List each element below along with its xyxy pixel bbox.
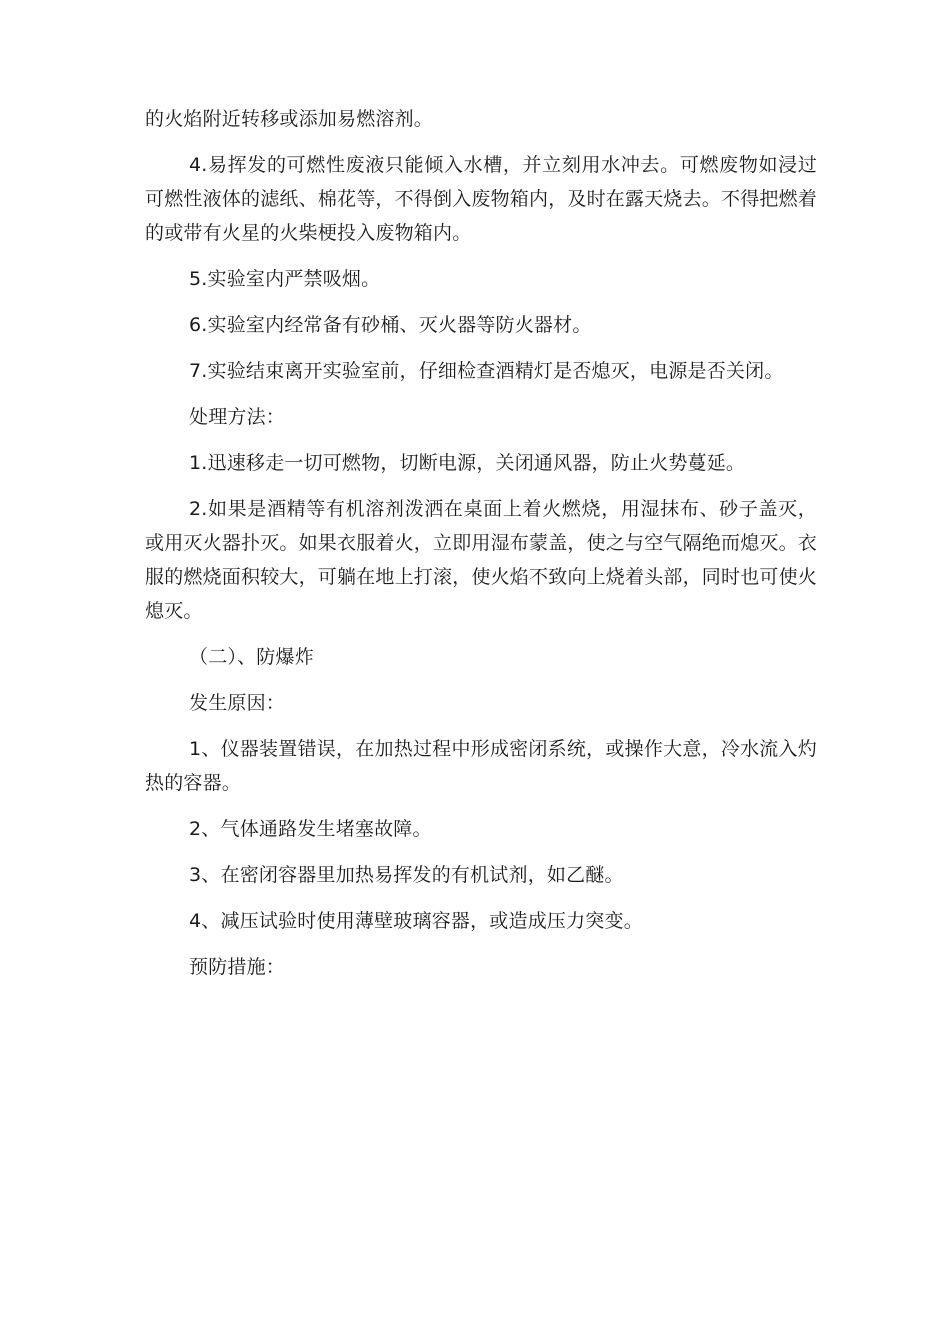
- paragraph: 1.迅速移走一切可燃物，切断电源，关闭通风器，防止火势蔓延。: [189, 452, 746, 474]
- paragraph: 4、减压试验时使用薄壁玻璃容器，或造成压力突变。: [189, 910, 643, 932]
- section-label: 预防措施：: [189, 956, 286, 978]
- paragraph: 6.实验室内经常备有砂桶、灭火器等防火器材。: [189, 314, 592, 336]
- section-label: 发生原因：: [189, 692, 286, 714]
- paragraph: 4.易挥发的可燃性废液只能倾入水槽，并立刻用水冲去。可燃废物如浸过可燃性液体的滤纸、棉花等，不得倒入废物箱内，及时在露天烧去。不得把燃着的或带有火星的火柴梗投入废物箱内。: [145, 154, 818, 244]
- paragraph: 3、在密闭容器里加热易挥发的有机试剂，如乙醚。: [189, 864, 624, 886]
- paragraph: 1、仪器装置错误，在加热过程中形成密闭系统，或操作大意，冷水流入灼热的容器。: [145, 738, 817, 794]
- paragraph: 2、气体通路发生堵塞故障。: [189, 818, 432, 840]
- section-label: 处理方法：: [189, 406, 286, 428]
- paragraph: 5.实验室内严禁吸烟。: [189, 268, 381, 290]
- paragraph: 的火焰附近转移或添加易燃溶剂。: [145, 108, 434, 130]
- paragraph: 7.实验结束离开实验室前，仔细检查酒精灯是否熄灭，电源是否关闭。: [189, 360, 784, 382]
- paragraph: 2.如果是酒精等有机溶剂泼洒在桌面上着火燃烧，用湿抹布、砂子盖灭，或用灭火器扑灭。如果衣服着火，立即用湿布蒙盖，使之与空气隔绝而熄灭。衣服的燃烧面积较大，可躺在地上打滚，使火焰不致向上烧着头部，同时也可使火熄灭。: [145, 498, 818, 622]
- document-body: [145, 102, 817, 996]
- section-heading: （二）、防爆炸: [189, 646, 314, 668]
